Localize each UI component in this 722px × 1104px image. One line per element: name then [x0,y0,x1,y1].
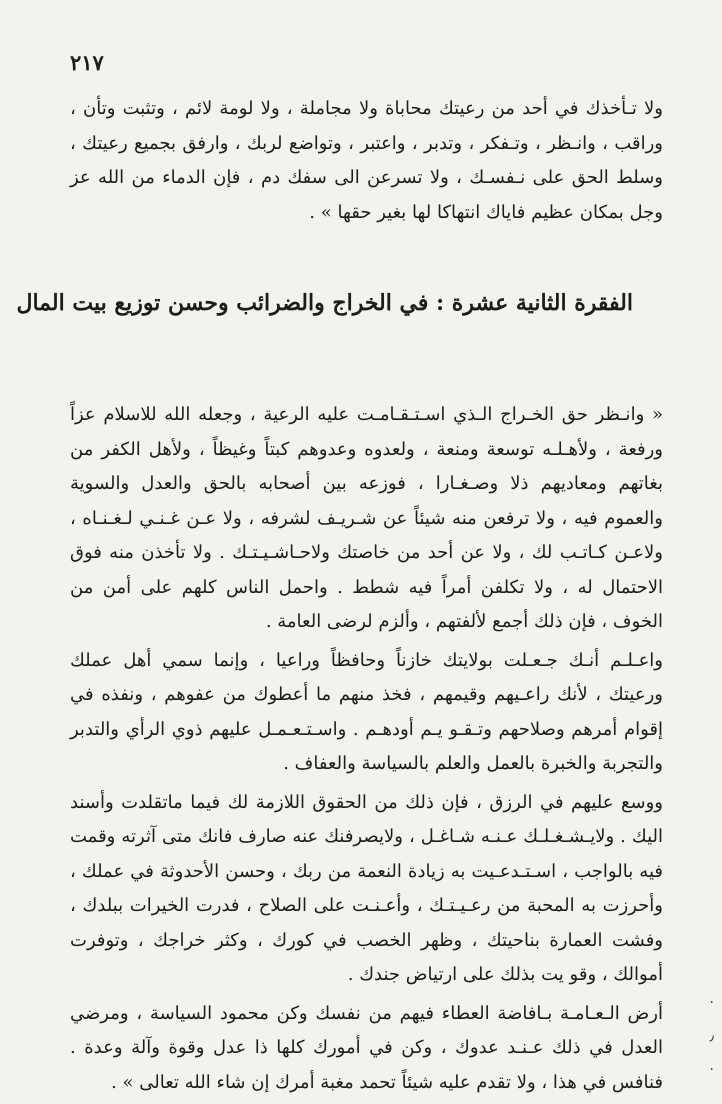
page-number: ٢١٧ [70,50,104,75]
margin-speck: ٫ [709,1028,714,1044]
body-paragraph: « وانـظر حق الخـراج الـذي اسـتـقـامـت عليه الرعية ، وجعله الله للاسلام عزاً ورفعة ، ولأهـلـه توسعة ومنعة ، ولعدوه وعدوهم كبتاً وغيظاً ، ولأهل الكفر من بغاتهم ومعاديهم ذلا وصـغـارا ، فوزعه بين أصحابه بالحق والعدل والسوية والعموم فيه ، ولا ترفعن منه شيئاً عن شـريـف لشرفه ، ولا عـن غـنـي لـغـنـاه ، ولاعـن كـاتـب لك ، ولا عن أحد من خاصتك ولاحـاشـيـتـك . ولا تأخذن منه فوق الاحتمال له ، ولا تكلفن أمراً فيه شطط . واحمل الناس كلهم على أمن من الخوف ، فإن ذلك أجمع لألفتهم ، وألزم لرضى العامة . [70,404,663,632]
body-paragraph: واعـلـم أنـك جـعـلت بولايتك خازناً وحافظاً وراعيا ، وإنما سمي أهل عملك ورعيتك ، لأنك راعـيهم وقيمهم ، فخذ منهم ما أعطوك من عفوهم ، ونفذه في إقوام أمرهم وصلاحهم وتـقـو يـم أودهـم . واسـتـعـمـل عليهم ذوي الرأي والتدبر والتجربة والخبرة بالعمل والعلم بالسياسة والعفاف . [70,649,663,774]
margin-speck: · [709,995,714,1011]
section-body [70,398,663,1104]
section-title: الفقرة الثانية عشرة : في الخراج والضرائب وحسن توزيع بيت المال [16,290,633,316]
body-paragraph: ووسع عليهم في الرزق ، فإن ذلك من الحقوق اللازمة لك فيما ماتقلدت وأسند اليك . ولايـشـغـلـك عـنـه شـاغـل ، ولايصرفنك عنه صارف فانك متى آثرته وقمت فيه بالواجب ، اسـتـدعـيت به زيادة النعمة من ربك ، وحسن الأحدوثة في عملك ، وأحرزت به المحبة من رعـيـتـك ، وأعـنـت على الصلاح ، فدرت الخيرات ببلدك ، وفشت العمارة بناحيتك ، وظهر الخصب في كورك ، وكثر خراجك ، وتوفرت أموالك ، وقو يت بذلك على ارتياض جندك . [70,791,663,985]
intro-paragraph: ولا تـأخذك في أحد من رعيتك محاباة ولا مجاملة ، ولا لومة لائم ، وتثبت وتأن ، وراقب ، وانـظر ، وتـفكر ، وتدبر ، واعتبر ، وتواضع لربك ، وارفق بجميع رعيتك ، وسلط الحق على نـفسـك ، ولا تسرعن الى سفك دم ، فإن الدماء من الله عز وجل بمكان عظيم فاياك انتهاكا لها بغير حقها » . [70,98,663,223]
body-paragraph: أرض الـعـامـة بـافاضة العطاء فيهم من نفسك وكن محمود السياسة ، ومرضي العدل في ذلك عـنـد عدوك ، وكن في أمورك كلها ذا عدل وقوة وآلة وعدة . فنافس في هذا ، ولا تقدم عليه شيئاً تحمد مغبة أمرك إن شاء الله تعالى » . [70,1002,663,1093]
margin-speck: · [709,1062,714,1078]
